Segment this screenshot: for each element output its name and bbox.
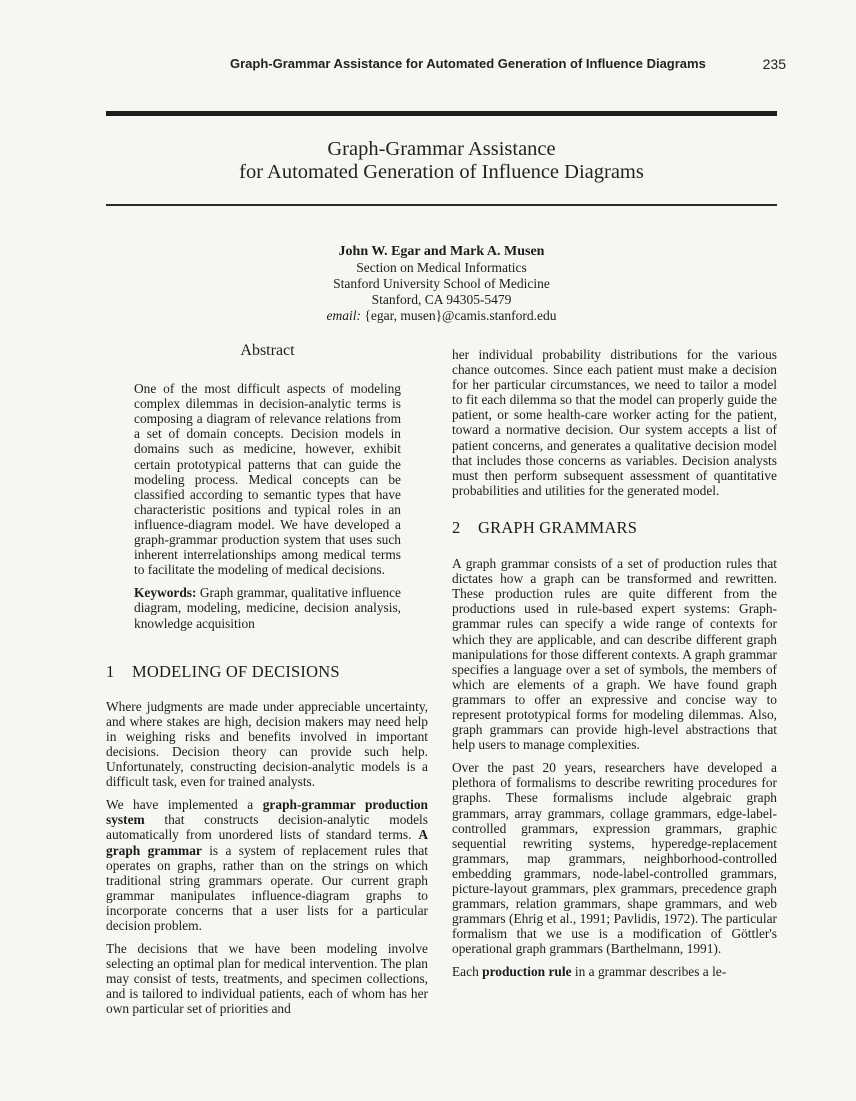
page-number: 235 (762, 56, 786, 72)
section-2-heading (452, 517, 777, 537)
section-1-heading (106, 661, 428, 681)
section-2-title: GRAPH GRAMMARS (478, 517, 638, 537)
author-email (106, 308, 777, 324)
email-label: email: (326, 308, 362, 323)
keywords-text: Graph grammar, qualitative influence diagram, modeling, medicine, decision analysis, knowledge acquisition (134, 585, 401, 631)
paper-title (106, 138, 777, 184)
title-bottom-rule (106, 204, 777, 206)
section-1-paragraph-1: Where judgments are made under appreciable uncertainty, and where stakes are high, decision makers may need help in weighing risks and benefits involved in important decisions. Decision theory can provide such help. Unfortunately, constructing decision-analytic models is a difficult task, even for trained analysts. (106, 698, 428, 790)
title-line-2: for Automated Generation of Influence Diagrams (239, 161, 644, 183)
email-address: {egar, musen}@camis.stanford.edu (364, 308, 557, 323)
section-1-paragraph-3: The decisions that we have been modeling involve selecting an optimal plan for medical intervention. The plan may consist of tests, treatments, and specimen collections, and is tailored to individual patients, each of whom has her own particular set of priorities and (106, 941, 428, 1017)
p2-text-a: We have implemented a (106, 797, 254, 813)
running-title: Graph-Grammar Assistance for Automated Generation of Influence Diagrams (230, 56, 706, 71)
author-block (106, 244, 777, 324)
p3-text-c: in a grammar describes a le- (574, 964, 727, 980)
left-column (106, 343, 428, 1025)
abstract-text: One of the most difficult aspects of modeling complex dilemmas in decision-analytic terms is composing a diagram of relevance relations from a set of domain concepts. Decision models in domains such as medicine, however, exhibit certain prototypical patterns that can guide the modeling process. Medical concepts can be classified according to semantic types that have characteristic positions and typical roles in an influence-diagram model. We have developed a graph-grammar production system that uses such inherent interrelationships among medical terms to facilitate the modeling of medical decisions. (134, 381, 401, 578)
affiliation-address: Stanford, CA 94305-5479 (371, 292, 512, 307)
keywords-label: Keywords: (134, 585, 197, 601)
p2-text-e: is a system of replacement rules that operates on graphs, rather than on the strings on which traditional string grammars operate. Our current graph grammar manipulates influence-diagram graphs to incorporate concerns that a user lists for a particular decision problem. (106, 842, 428, 933)
section-1-paragraph-4: her individual probability distributions for the various chance outcomes. Since each patient must make a decision for her particular circumstances, we need to tailor a model to fit each dilemma so that the model can properly guide the patient, or some health-care worker acting for the patient, toward a normative decision. Our system accepts a list of patient concerns, and generates a qualitative decision model that includes those concerns as variables. Decision analysts must then perform subsequent assessment of quantitative probabilities and utilities for the generated model. (452, 347, 777, 498)
right-column (452, 347, 777, 988)
section-2-number: 2 (452, 517, 461, 537)
affiliation-department: Section on Medical Informatics (356, 260, 527, 275)
section-1-title: MODELING OF DECISIONS (132, 661, 340, 681)
section-2-paragraph-1: A graph grammar consists of a set of production rules that dictates how a graph can be transformed and rewritten. These production rules are quite different from the productions used in rule-based expert systems: Graph-grammar rules can specify a wide range of contexts for which they are applicable, and can describe different graph manipulations for those different contexts. A graph grammar specifies a language over a set of symbols, the members of which are elements of a graph. We have found graph grammars to offer an expressive and concise way to represent prototypical forms for modeling dilemmas. Also, graph grammars can provide high-level abstractions that help users to manage complexities. (452, 556, 777, 753)
title-line-1: Graph-Grammar Assistance (327, 138, 556, 160)
abstract (106, 343, 428, 631)
section-1-number: 1 (106, 661, 115, 681)
title-top-rule (106, 111, 777, 116)
running-head (230, 56, 786, 71)
p3-term-production-rule: production rule (482, 964, 572, 980)
p2-term-production-system: graph-grammar production system (106, 797, 428, 828)
section-2-paragraph-2: Over the past 20 years, researchers have developed a plethora of formalisms to describe rewriting procedures for graphs. These formalisms include algebraic graph grammars, array grammars, collage grammars, edge-label-controlled grammars, expression grammars, graphic sequential rewriting systems, hyperedge-replacement grammars, map grammars, neighborhood-controlled embedding grammars, node-label-controlled grammars, picture-layout grammars, plex grammars, precedence graph grammars, relation grammars, shape grammars, and web grammars (Ehrig et al., 1991; Pavlidis, 1972). The particular formalism that we use is a modification of Göttler's operational graph grammars (Barthelmann, 1991). (452, 760, 777, 957)
affiliation-school: Stanford University School of Medicine (333, 276, 550, 291)
p2-text-c: that constructs decision-analytic models automatically from unordered lists of standard terms. (106, 812, 428, 843)
section-1-paragraph-2 (106, 797, 428, 933)
keywords (134, 585, 401, 630)
p2-term-graph-grammar: A graph grammar (106, 827, 428, 858)
author-names: John W. Egar and Mark A. Musen (338, 244, 545, 259)
abstract-heading: Abstract (240, 342, 295, 359)
p3-text-a: Each (452, 964, 479, 980)
section-2-paragraph-3 (452, 964, 777, 979)
